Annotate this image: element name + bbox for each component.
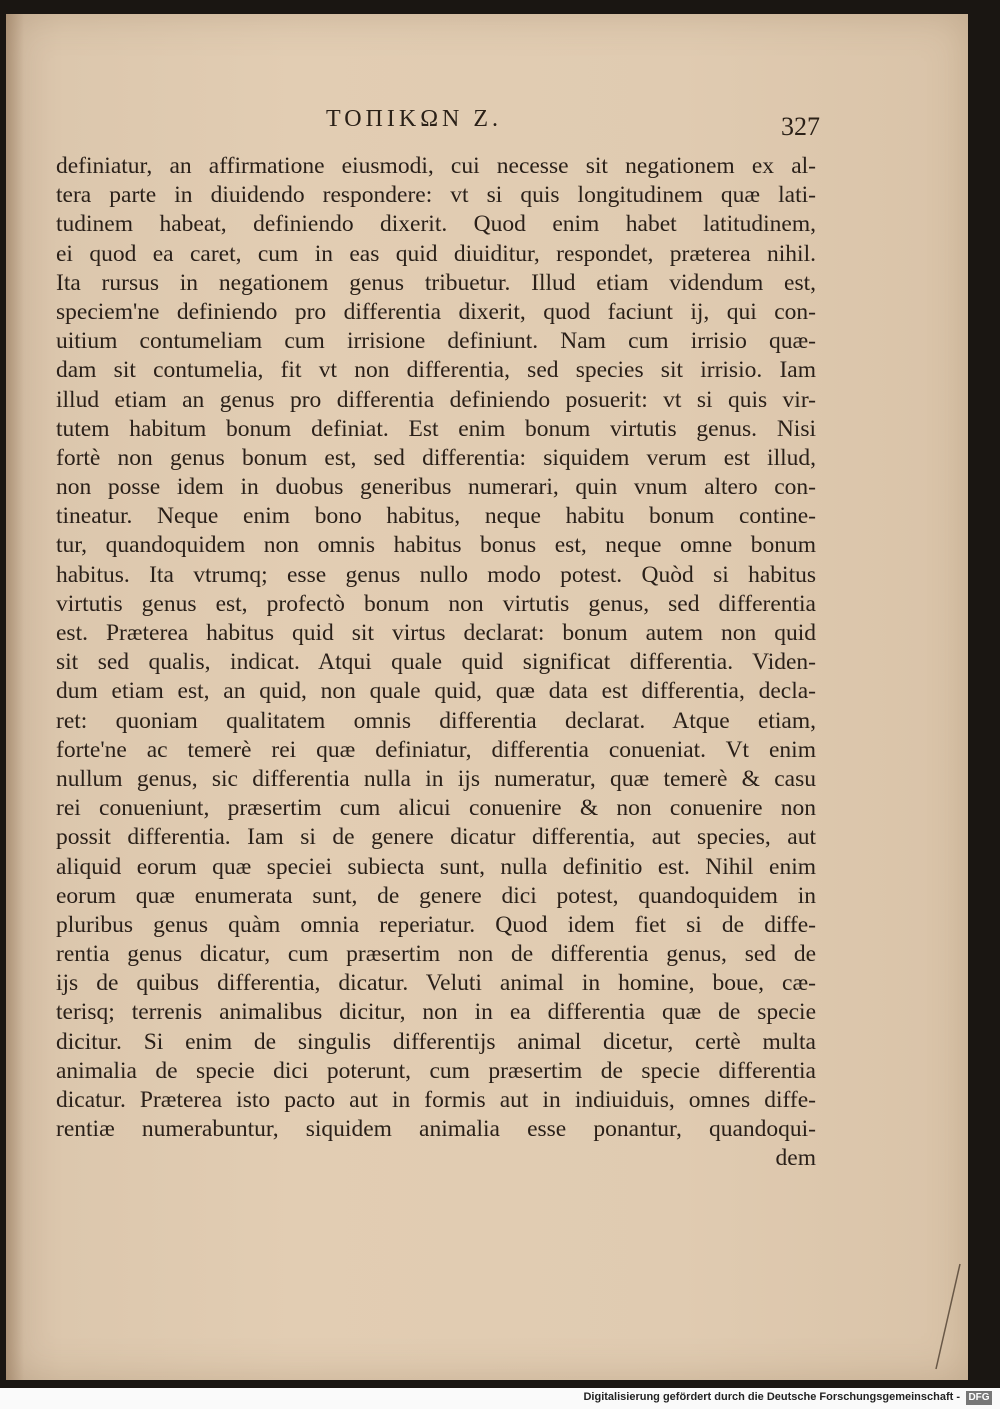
text-line: ei quod ea caret, cum in eas quid diuiditur, respondet, præterea nihil. bbox=[56, 240, 816, 267]
text-line: fortè non genus bonum est, sed differentia: siquidem verum est illud, bbox=[56, 444, 816, 471]
footer-bar bbox=[0, 1388, 1000, 1409]
text-line: dicatur. Præterea isto pacto aut in formis aut in indiuiduis, omnes diffe- bbox=[56, 1087, 816, 1113]
text-line: tur, quandoquidem non omnis habitus bonus est, neque omne bonum bbox=[56, 532, 816, 559]
text-line: tudinem habeat, definiendo dixerit. Quod enim habet latitudinem, bbox=[56, 211, 816, 238]
body-text bbox=[56, 152, 816, 1174]
text-line: dicitur. Si enim de singulis differentijs animal dicetur, certè multa bbox=[56, 1028, 816, 1055]
text-line: speciem'ne definiendo pro differentia dixerit, quod faciunt ij, qui con- bbox=[56, 298, 816, 325]
running-head bbox=[6, 106, 968, 146]
text-line: dam sit contumelia, fit vt non differentia, sed species sit irrisio. Iam bbox=[56, 357, 816, 384]
text-line: rentiæ numerabuntur, siquidem animalia esse ponantur, quandoqui- bbox=[56, 1116, 816, 1143]
text-line: nullum genus, sic differentia nulla in ijs numeratur, quæ temerè & casu bbox=[56, 765, 816, 792]
running-title: ΤΟΠΙΚΩΝ Ζ. bbox=[326, 106, 503, 132]
text-line: forte'ne ac temerè rei quæ definiatur, differentia conueniat. Vt enim bbox=[56, 736, 816, 763]
text-line: dum etiam est, an quid, non quale quid, quæ data est differentia, decla- bbox=[56, 678, 816, 705]
text-line: ijs de quibus differentia, dicatur. Veluti animal in homine, boue, cæ- bbox=[56, 970, 816, 997]
paper-crease-mark bbox=[932, 1259, 962, 1379]
text-line: est. Præterea habitus quid sit virtus declarat: bonum autem non quid bbox=[56, 620, 816, 646]
text-line: habitus. Ita vtrumq; esse genus nullo modo potest. Quòd si habitus bbox=[56, 561, 816, 588]
dfg-logo: DFG bbox=[966, 1391, 992, 1405]
text-line: Ita rursus in negationem genus tribuetur. Illud etiam videndum est, bbox=[56, 269, 816, 296]
text-line: eorum quæ enumerata sunt, de genere dici potest, quandoquidem in bbox=[56, 882, 816, 909]
text-line: possit differentia. Iam si de genere dicatur differentia, aut species, aut bbox=[56, 824, 816, 851]
text-line: rentia genus dicatur, cum præsertim non de differentia genus, sed de bbox=[56, 941, 816, 968]
text-line: rei conueniunt, præsertim cum alicui conuenire & non conuenire non bbox=[56, 795, 816, 822]
text-line: ret: quoniam qualitatem omnis differentia declarat. Atque etiam, bbox=[56, 707, 816, 734]
text-line: terisq; terrenis animalibus dicitur, non in ea differentia quæ de specie bbox=[56, 999, 816, 1026]
text-line: illud etiam an genus pro differentia definiendo posuerit: vt si quis vir- bbox=[56, 386, 816, 413]
text-line: definiatur, an affirmatione eiusmodi, cui necesse sit negationem ex al- bbox=[56, 153, 816, 179]
text-line: virtutis genus est, profectò bonum non virtutis genus, sed differentia bbox=[56, 590, 816, 617]
book-page bbox=[6, 14, 968, 1380]
footer-credit: Digitalisierung gefördert durch die Deutsche Forschungsgemeinschaft - bbox=[583, 1391, 960, 1403]
text-line: pluribus genus quàm omnia reperiatur. Quod idem fiet si de diffe- bbox=[56, 911, 816, 938]
text-line: tineatur. Neque enim bono habitus, neque habitu bonum contine- bbox=[56, 503, 816, 530]
page-number: 327 bbox=[781, 112, 820, 141]
text-line: uitium contumeliam cum irrisione definiunt. Nam cum irrisio quæ- bbox=[56, 328, 816, 355]
page-shadow bbox=[6, 14, 24, 1380]
text-line: dem bbox=[775, 1145, 816, 1172]
text-line: aliquid eorum quæ speciei subiecta sunt, nulla definitio est. Nihil enim bbox=[56, 853, 816, 880]
text-line: non posse idem in duobus generibus numerari, quin vnum altero con- bbox=[56, 474, 816, 501]
text-line: tera parte in diuidendo respondere: vt si quis longitudinem quæ lati- bbox=[56, 182, 816, 209]
text-line: tutem habitum bonum definiat. Est enim bonum virtutis genus. Nisi bbox=[56, 415, 816, 442]
text-line: animalia de specie dici poterunt, cum præsertim de specie differentia bbox=[56, 1057, 816, 1084]
text-line: sit sed qualis, indicat. Atqui quale quid significat differentia. Viden- bbox=[56, 649, 816, 676]
